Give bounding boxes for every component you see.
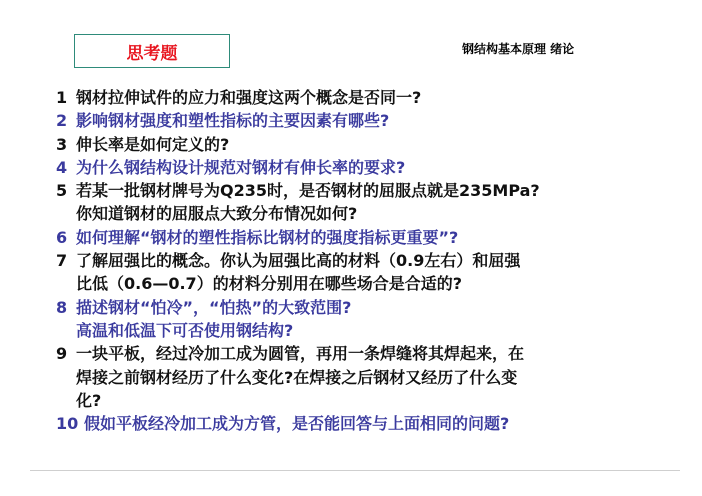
question-list [56,86,676,435]
question-item [56,156,676,179]
question-text: 假如平板经冷加工成为方管，是否能回答与上面相同的问题? [84,414,510,434]
question-item [56,109,676,132]
slide-title-box [74,34,230,68]
question-number: 5 [56,181,68,201]
question-number: 2 [56,111,68,131]
question-number: 1 [56,88,68,107]
question-text: 如何理解“钢材的塑性指标比钢材的强度指标更重要”? [76,227,459,247]
question-text: 钢材拉伸试件的应力和强度这两个概念是否同一? [76,88,422,107]
question-item [56,296,676,343]
question-item [56,226,676,249]
footer-divider [30,470,680,471]
question-number: 8 [56,297,68,317]
question-item [56,86,676,109]
question-item [56,412,676,435]
question-text: 伸长率是如何定义的? [76,134,230,154]
question-number: 3 [56,134,68,154]
question-text: 描述钢材“怕冷”，“怕热”的大致范围? 高温和低温下可否使用钢结构? [76,297,352,340]
question-number: 4 [56,157,68,177]
question-item [56,342,676,412]
course-label: 钢结构基本原理 绪论 [462,42,575,56]
question-item [56,179,676,226]
question-text: 影响钢材强度和塑性指标的主要因素有哪些? [76,111,390,131]
question-item [56,249,676,296]
question-text: 一块平板，经过冷加工成为圆管，再用一条焊缝将其焊起来，在 焊接之前钢材经历了什么变化?在焊接之后钢材又经历了什么变 化? [76,344,525,410]
question-text: 了解屈强比的概念。你认为屈强比高的材料（0.9左右）和屈强 比低（0.6—0.7）的材料分别用在哪些场合是合适的? [76,251,521,294]
question-number: 9 [56,344,68,364]
question-item [56,133,676,156]
slide-title: 思考题 [126,43,178,64]
question-number: 10 [56,414,79,434]
question-number: 7 [56,251,68,271]
question-number: 6 [56,227,68,247]
question-text: 为什么钢结构设计规范对钢材有伸长率的要求? [76,157,406,177]
question-text: 若某一批钢材牌号为Q235时，是否钢材的屈服点就是235MPa? 你知道钢材的屈服点大致分布情况如何? [76,181,540,224]
